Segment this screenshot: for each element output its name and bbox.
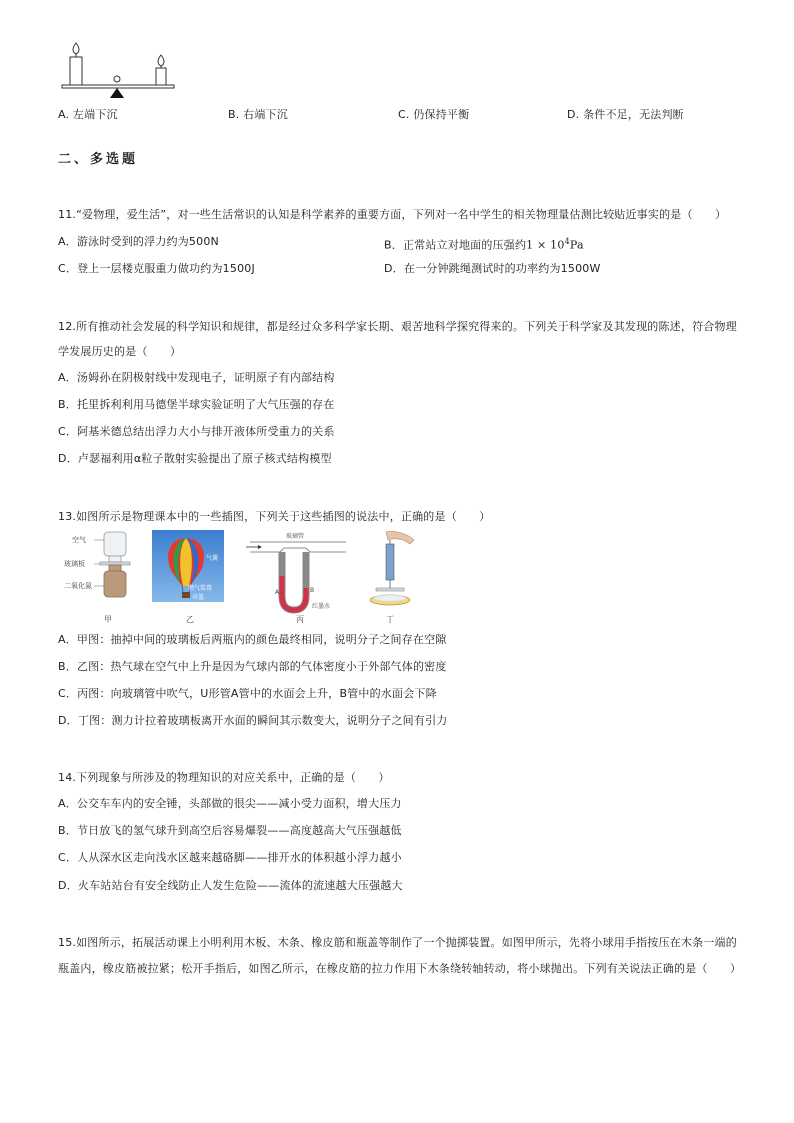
q11-option-b xyxy=(384,235,584,253)
fig-label-burner: 燃气装置 xyxy=(188,585,213,592)
q14-option-d: D．火车站站台有安全线防止人发生危险——流体的流速越大压强越大 xyxy=(58,879,403,892)
q11-option-d: D．在一分钟跳绳测试时的功率约为1500W xyxy=(384,262,601,275)
q11-option-a: A．游泳时受到的浮力约为500N xyxy=(58,235,219,248)
q10-option-a: A. 左端下沉 xyxy=(58,108,118,121)
figure-jia-diffusion xyxy=(64,528,144,628)
lever-candle-figure xyxy=(58,40,180,102)
figure-yi-balloon xyxy=(150,530,230,628)
q11-stem: 11.“爱物理，爱生活”，对一些生活常识的认知是科学素养的重要方面，下列对一名中学生的相关物理量估测比较贴近事实的是（ ） xyxy=(58,208,727,221)
fig-label-air: 空气 xyxy=(72,536,86,544)
q12-stem-line1: 12.所有推动社会发展的科学知识和规律，都是经过众多科学家长期、艰苦地科学探究得来的。下列关于科学家及其发现的陈述，符合物理 xyxy=(58,320,737,333)
q10-option-d: D. 条件不足，无法判断 xyxy=(567,108,684,121)
q15-stem-line1: 15.如图所示，拓展活动课上小明利用木板、木条、橡皮筋和瓶盖等制作了一个抛掷装置。如图甲所示，先将小球用手指按压在木条一端的 xyxy=(58,936,737,949)
fig-label-red-water: 红墨水 xyxy=(312,603,331,610)
q12-option-d: D．卢瑟福利用α粒子散射实验提出了原子核式结构模型 xyxy=(58,452,332,465)
q14-option-b: B．节日放飞的氢气球升到高空后容易爆裂——高度越高大气压强越低 xyxy=(58,824,402,837)
q12-option-c: C．阿基米德总结出浮力大小与排开液体所受重力的关系 xyxy=(58,425,335,438)
q11-option-b-math: 1 × 10 xyxy=(526,238,565,252)
q13-option-c: C．丙图：向玻璃管中吹气，U形管A管中的水面会上升，B管中的水面会下降 xyxy=(58,687,437,700)
q11-option-b-unit: Pa xyxy=(569,238,584,252)
q12-stem-line2: 学发展历史的是（ ） xyxy=(58,345,182,358)
fig-label-glass: 玻璃板 xyxy=(64,560,85,568)
q12-option-a: A．汤姆孙在阴极射线中发现电子，证明原子有内部结构 xyxy=(58,371,335,384)
q12-option-b: B．托里拆利利用马德堡半球实验证明了大气压强的存在 xyxy=(58,398,335,411)
q11-option-b-text: B．正常站立对地面的压强约 xyxy=(384,238,527,252)
figure-bing-u-tube xyxy=(246,530,356,628)
q11-option-c: C．登上一层楼克服重力做功约为1500J xyxy=(58,262,255,275)
q14-stem: 14.下列现象与所涉及的物理知识的对应关系中，正确的是（ ） xyxy=(58,771,390,784)
fig-label-co2: 二氧化氮 xyxy=(64,582,92,590)
figure-ding-spring-scale xyxy=(362,530,424,628)
fig-label-glass-tube: 玻璃管 xyxy=(286,533,305,540)
caption-ding: 丁 xyxy=(386,615,394,624)
fig-label-a: A xyxy=(275,589,280,596)
fig-label-basket: 吊篮 xyxy=(192,594,205,601)
q11-option-b-exponent: 4 xyxy=(564,237,570,246)
fig-label-b: B xyxy=(310,587,315,594)
q15-stem-line2: 瓶盖内，橡皮筋被拉紧；松开手指后，如图乙所示，在橡皮筋的拉力作用下木条绕转轴转动，将小球抛出。下列有关说法正确的是（ ） xyxy=(58,962,742,975)
q14-option-a: A．公交车车内的安全锤，头部做的很尖——减小受力面积，增大压力 xyxy=(58,797,402,810)
q10-option-b: B. 右端下沉 xyxy=(228,108,288,121)
caption-yi: 乙 xyxy=(186,615,194,624)
section-title: 二、多选题 xyxy=(58,152,139,167)
caption-jia: 甲 xyxy=(104,615,112,624)
q13-stem: 13.如图所示是物理课本中的一些插图，下列关于这些插图的说法中，正确的是（ ） xyxy=(58,510,491,523)
q13-option-a: A．甲图：抽掉中间的玻璃板后两瓶内的颜色最终相同，说明分子之间存在空隙 xyxy=(58,633,447,646)
q13-option-d: D．丁图：测力计拉着玻璃板离开水面的瞬间其示数变大，说明分子之间有引力 xyxy=(58,714,448,727)
caption-bing: 丙 xyxy=(296,615,304,624)
q14-option-c: C．人从深水区走向浅水区越来越硌脚——排开水的体积越小浮力越小 xyxy=(58,851,402,864)
q10-option-c: C. 仍保持平衡 xyxy=(398,108,470,121)
fig-label-balloon: 气囊 xyxy=(206,555,219,562)
q13-option-b: B．乙图：热气球在空气中上升是因为气球内部的气体密度小于外部气体的密度 xyxy=(58,660,447,673)
